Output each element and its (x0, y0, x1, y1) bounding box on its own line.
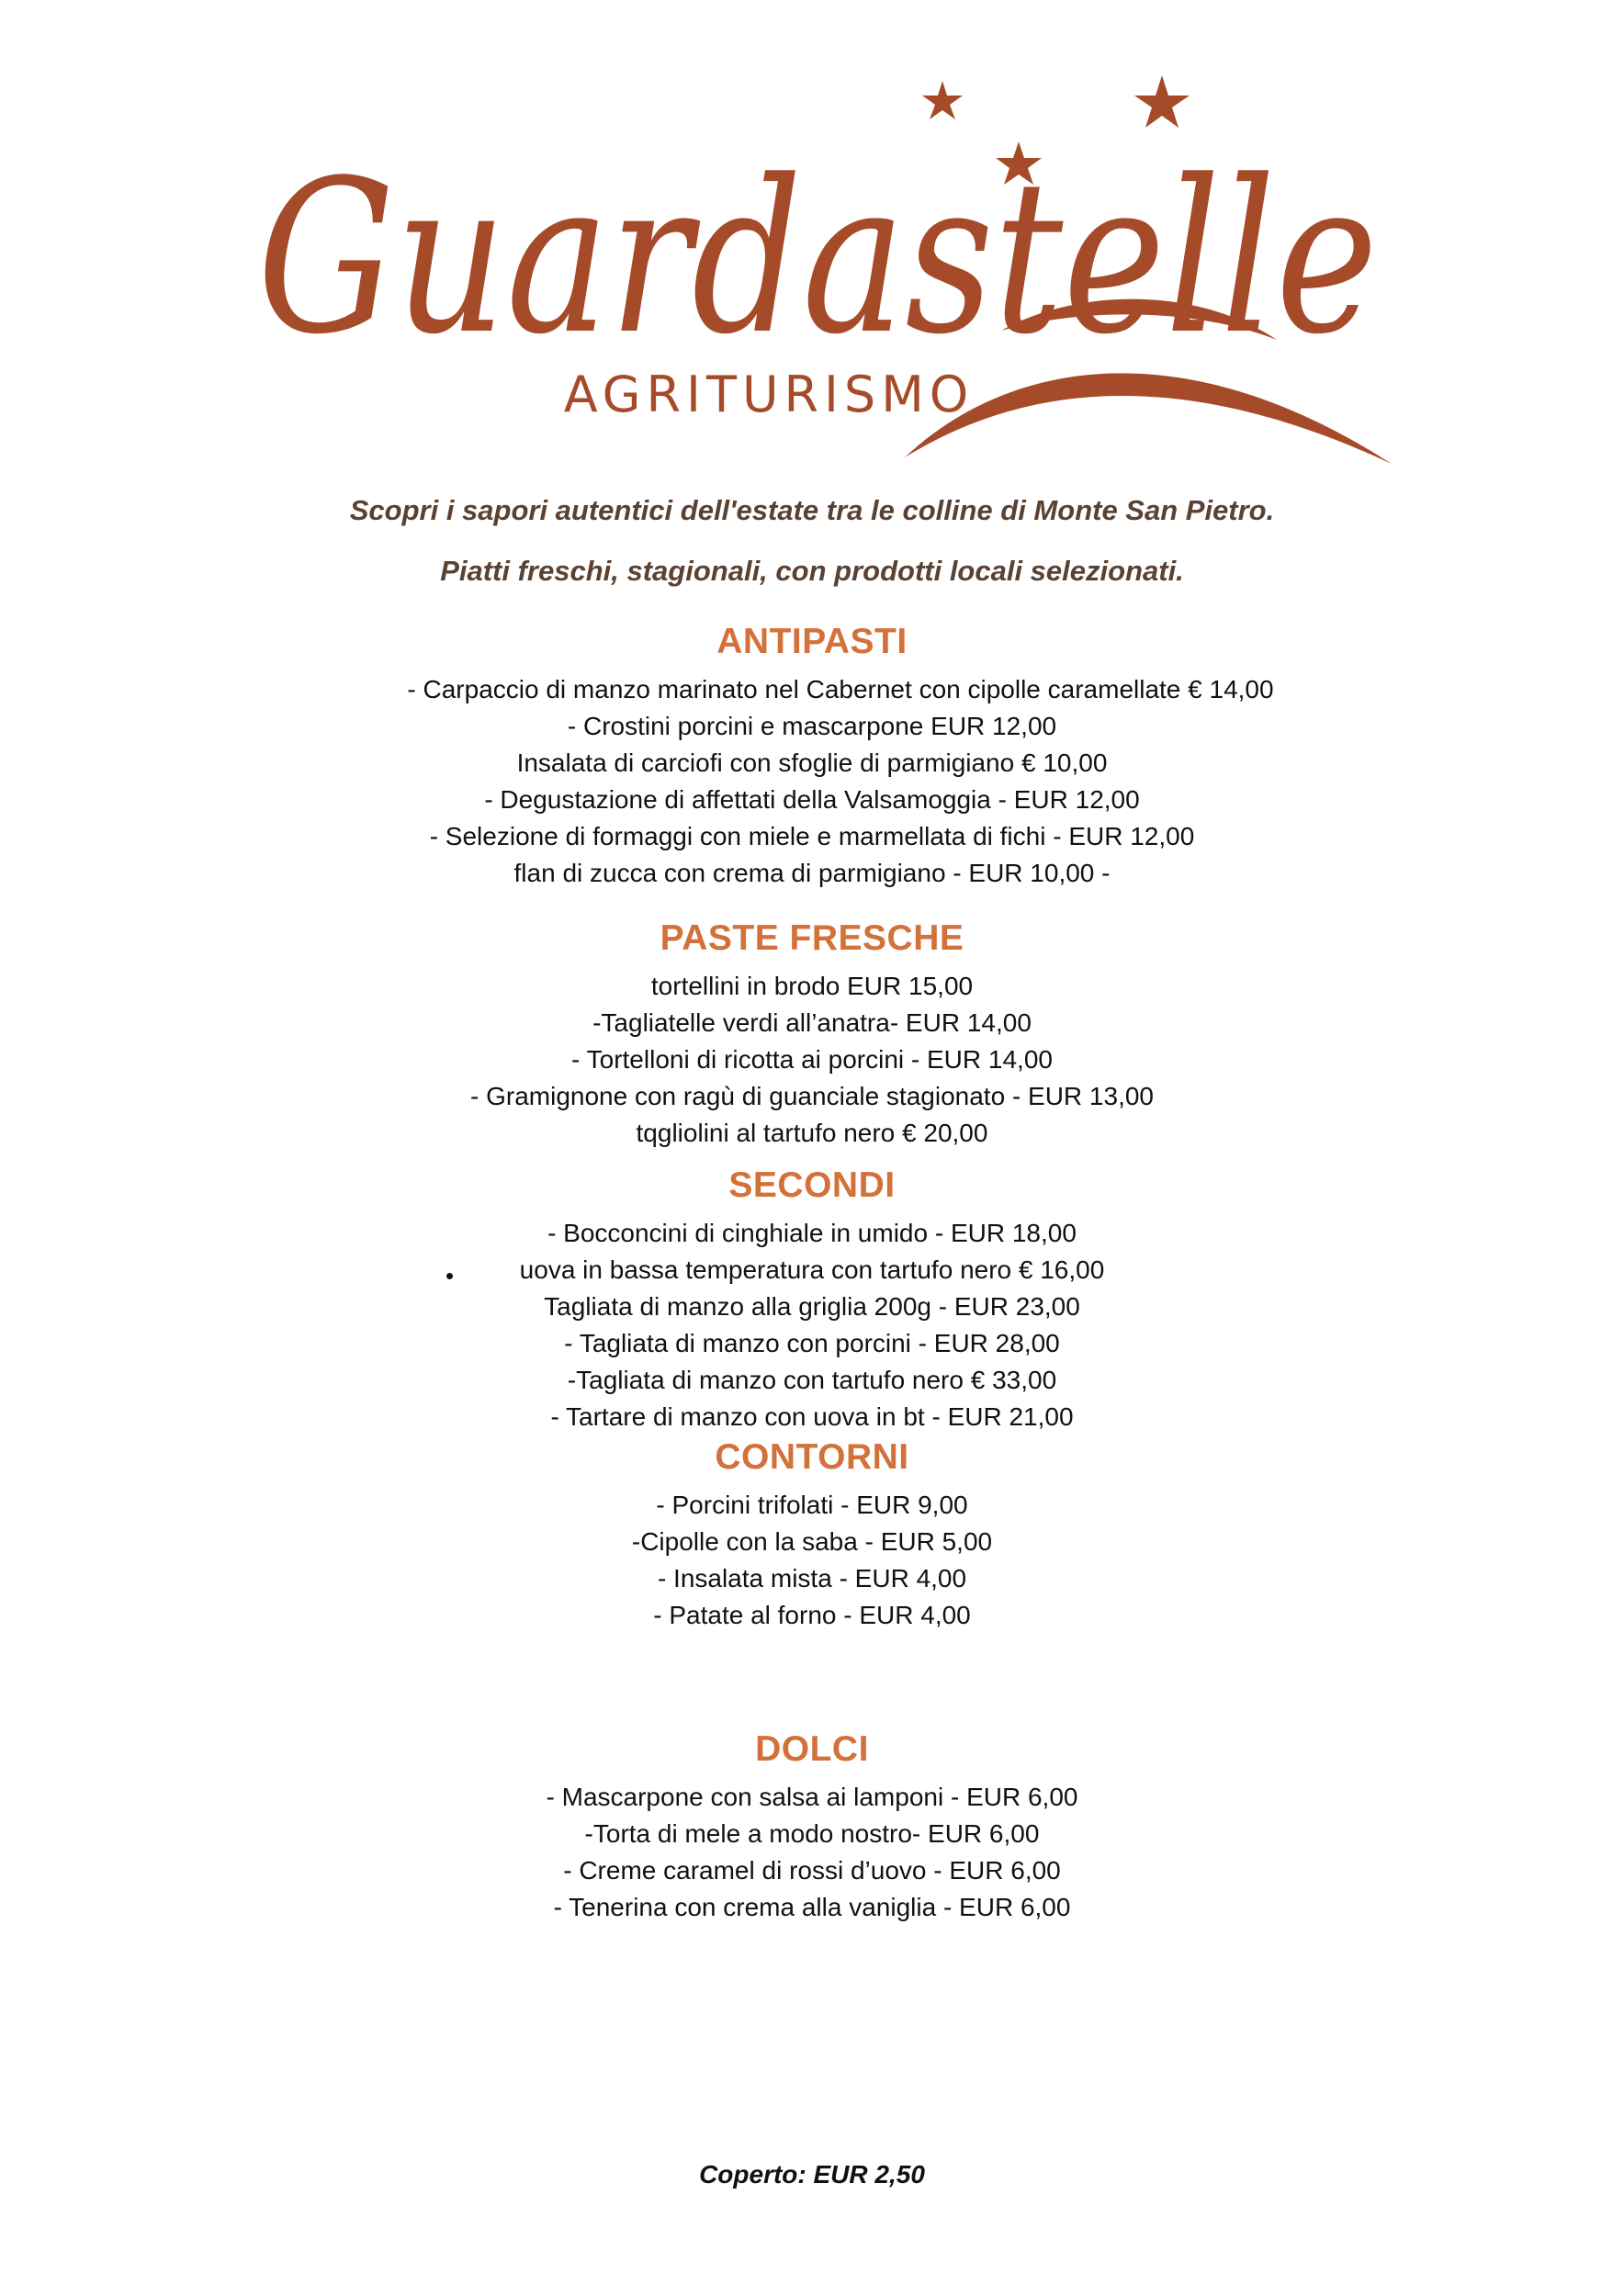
menu-item: - Tortelloni di ricotta ai porcini - EUR 14,00 (571, 1045, 1053, 1074)
menu-item: - Tartare di manzo con uova in bt - EUR 21,00 (550, 1402, 1074, 1431)
menu-item: - Selezione di formaggi con miele e marmellata di fichi - EUR 12,00 (429, 822, 1195, 850)
section-title-paste-fresche: PASTE FRESCHE (660, 918, 964, 958)
menu-item: uova in bassa temperatura con tartufo nero € 16,00 (519, 1255, 1105, 1284)
guardastelle-logo (220, 55, 1415, 478)
menu-item: Tagliata di manzo alla griglia 200g - EUR 23,00 (544, 1292, 1080, 1321)
tagline-2: Piatti freschi, stagionali, con prodotti locali selezionati. (440, 555, 1184, 587)
section-title-secondi: SECONDI (728, 1165, 896, 1205)
contorni-list (0, 1487, 1624, 1634)
menu-item: - Tenerina con crema alla vaniglia - EUR 6,00 (553, 1893, 1071, 1921)
menu-item: - Patate al forno - EUR 4,00 (653, 1601, 971, 1629)
section-title-antipasti: ANTIPASTI (716, 622, 908, 661)
menu-item: - Porcini trifolati - EUR 9,00 (656, 1491, 968, 1519)
menu-item: -Tagliatelle verdi all’anatra- EUR 14,00 (592, 1008, 1032, 1037)
logo-subtitle: AGRITURISMO (563, 366, 975, 423)
menu-item: -Cipolle con la saba - EUR 5,00 (631, 1527, 993, 1556)
menu-item: - Insalata mista - EUR 4,00 (657, 1564, 967, 1593)
coperto-note: Coperto: EUR 2,50 (699, 2160, 925, 2189)
tagline-1: Scopri i sapori autentici dell'estate tra le colline di Monte San Pietro. (349, 494, 1275, 526)
menu-item: Insalata di carciofi con sfoglie di parmigiano € 10,00 (516, 748, 1108, 777)
section-title-dolci: DOLCI (755, 1729, 869, 1769)
menu-item: tqgliolini al tartufo nero € 20,00 (636, 1119, 988, 1147)
secondi-list (0, 1215, 1624, 1435)
star-icon (1134, 75, 1190, 128)
bullet-icon (446, 1273, 453, 1279)
menu-item: -Torta di mele a modo nostro- EUR 6,00 (584, 1819, 1040, 1848)
antipasti-list (0, 671, 1624, 892)
menu-item: flan di zucca con crema di parmigiano - EUR 10,00 - (513, 859, 1111, 887)
menu-item: - Mascarpone con salsa ai lamponi - EUR 6,00 (546, 1783, 1078, 1811)
paste-list (0, 968, 1624, 1152)
menu-item: - Creme caramel di rossi d’uovo - EUR 6,00 (563, 1856, 1061, 1885)
menu-item: - Gramignone con ragù di guanciale stagionato - EUR 13,00 (470, 1082, 1154, 1110)
menu-item: - Tagliata di manzo con porcini - EUR 28,00 (564, 1329, 1060, 1357)
logo-script-text: Guardastelle (257, 136, 1378, 381)
menu-item: -Tagliata di manzo con tartufo nero € 33,00 (567, 1366, 1057, 1394)
menu-item: - Crostini porcini e mascarpone EUR 12,00 (567, 712, 1057, 740)
star-icon (922, 81, 963, 119)
menu-item: tortellini in brodo EUR 15,00 (650, 972, 974, 1000)
dolci-list (0, 1779, 1624, 1926)
menu-item: - Carpaccio di manzo marinato nel Cabernet con cipolle caramellate € 14,00 (407, 675, 1274, 703)
menu-item: - Degustazione di affettati della Valsamoggia - EUR 12,00 (484, 785, 1140, 814)
swoosh-decoration (905, 373, 1392, 464)
section-title-contorni: CONTORNI (715, 1437, 909, 1477)
menu-item: - Bocconcini di cinghiale in umido - EUR 18,00 (547, 1219, 1077, 1247)
